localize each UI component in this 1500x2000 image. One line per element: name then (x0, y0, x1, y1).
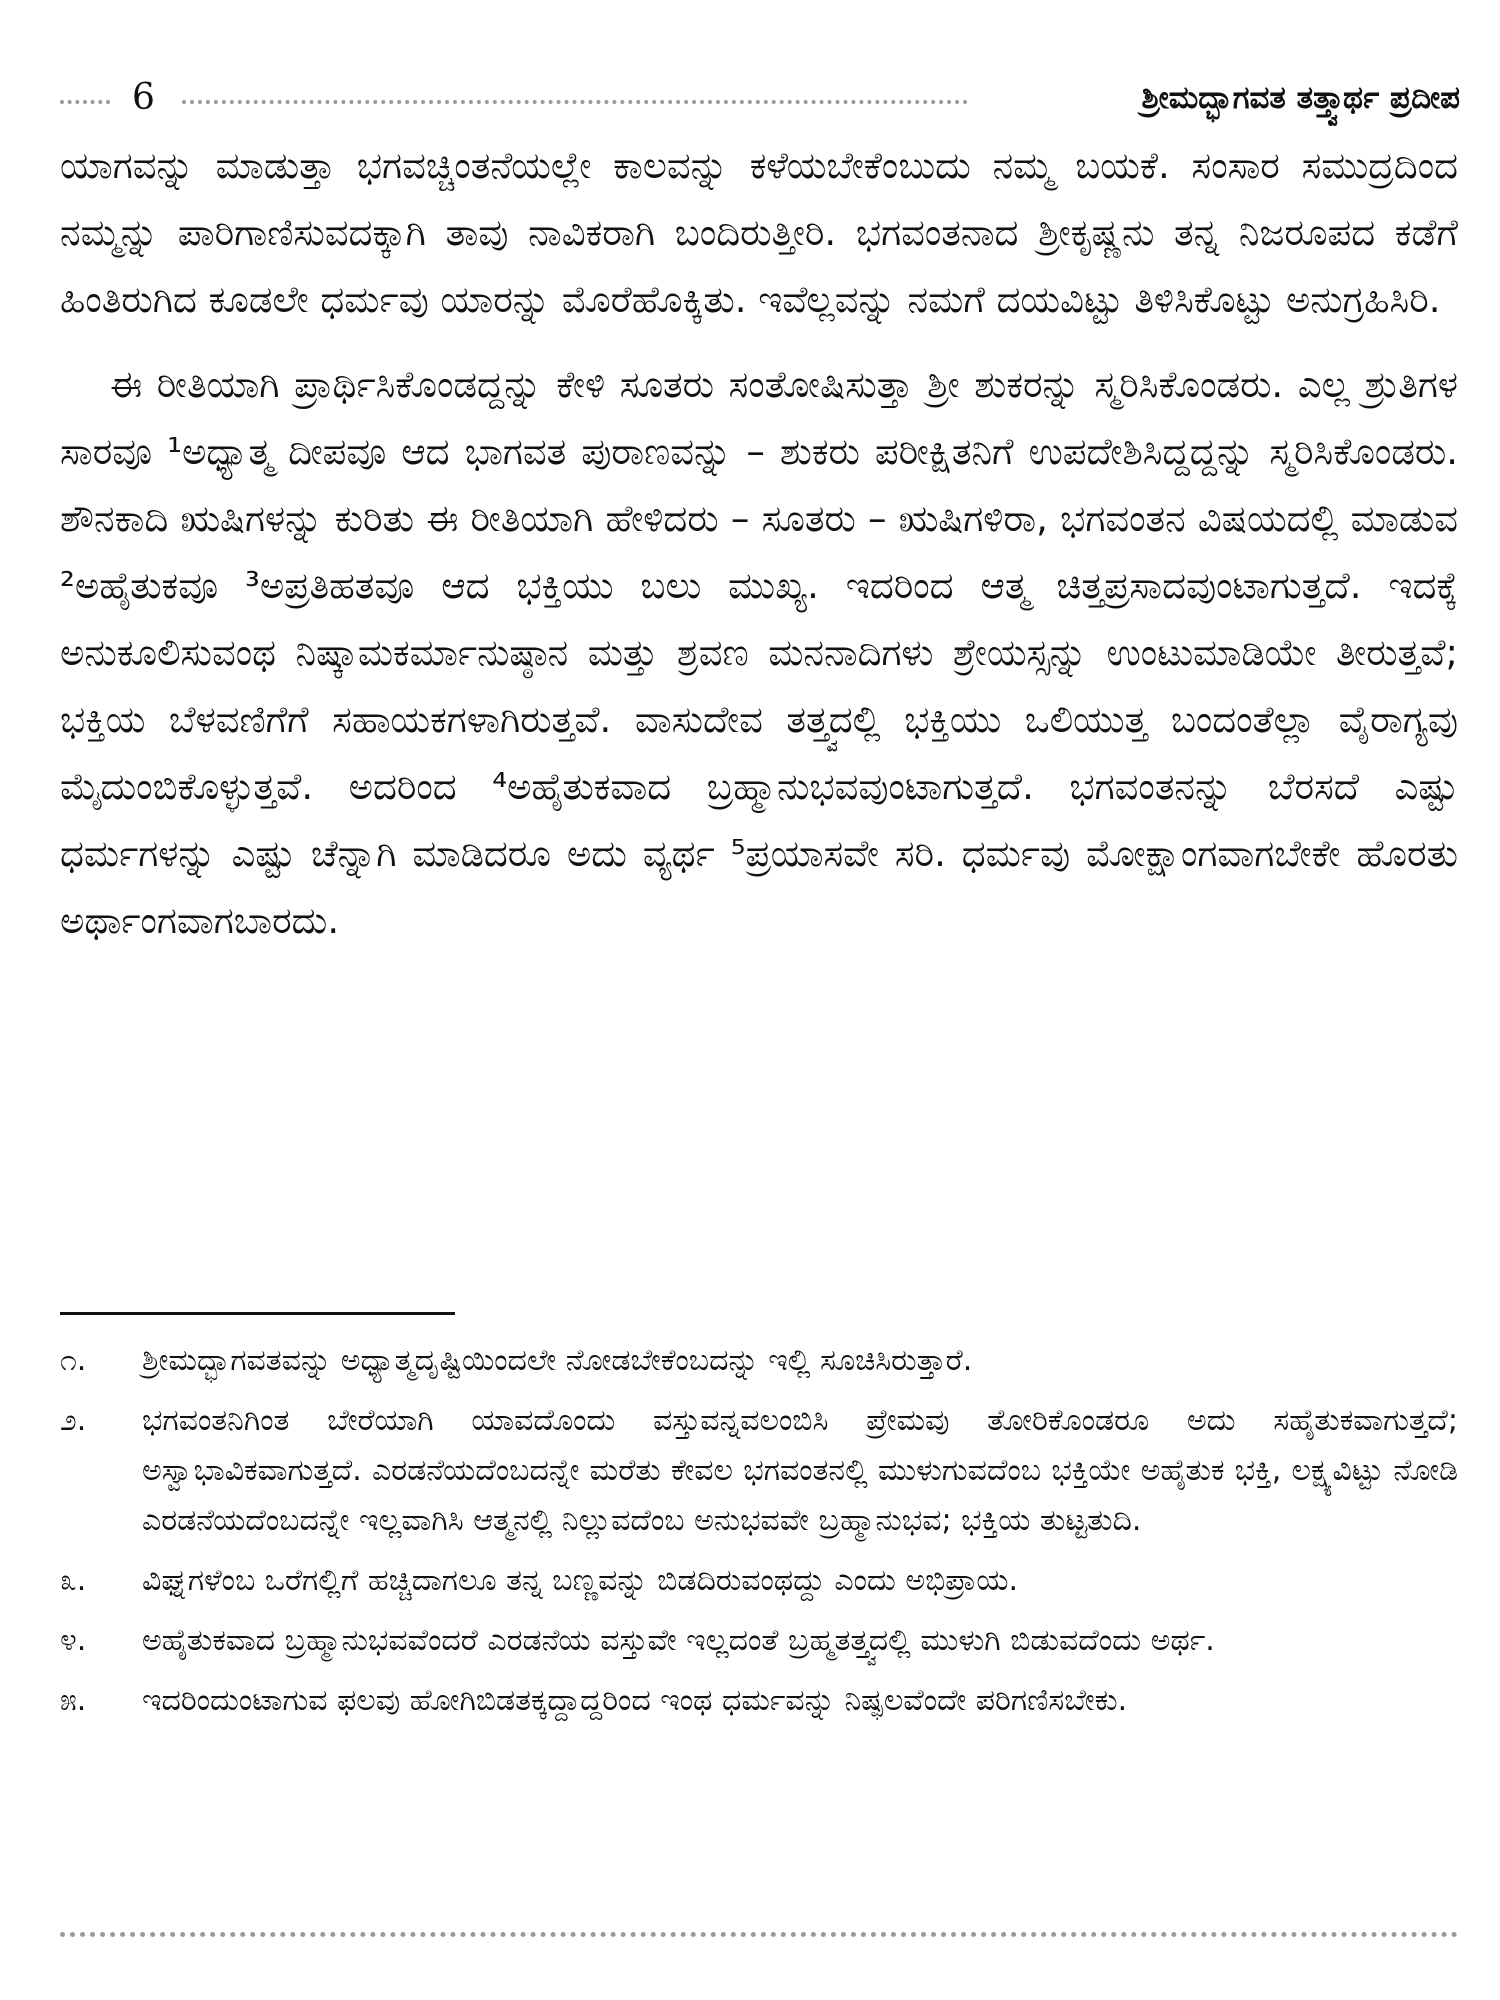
paragraph: ಈ ರೀತಿಯಾಗಿ ಪ್ರಾರ್ಥಿಸಿಕೊಂಡದ್ದನ್ನು ಕೇಳಿ ಸೂತರು ಸಂತೋಷಿಸುತ್ತಾ ಶ್ರೀ ಶುಕರನ್ನು ಸ್ಮರಿಸಿಕೊಂಡರು. ಎಲ್ಲ ಶ್ರುತಿಗಳ ಸಾರವೂ ¹ಅಧ್ಯಾತ್ಮ ದೀಪವೂ ಆದ ಭಾಗವತ ಪುರಾಣವನ್ನು – ಶುಕರು ಪರೀಕ್ಷಿತನಿಗೆ ಉಪದೇಶಿಸಿದ್ದದ್ದನ್ನು ಸ್ಮರಿಸಿಕೊಂಡರು. ಶೌನಕಾದಿ ಋಷಿಗಳನ್ನು ಕುರಿತು ಈ ರೀತಿಯಾಗಿ ಹೇಳಿದರು – ಸೂತರು – ಋಷಿಗಳಿರಾ, ಭಗವಂತನ ವಿಷಯದಲ್ಲಿ ಮಾಡುವ ²ಅಹೈತುಕವೂ ³ಅಪ್ರತಿಹತವೂ ಆದ ಭಕ್ತಿಯು ಬಲು ಮುಖ್ಯ. ಇದರಿಂದ ಆತ್ಮ ಚಿತ್ತಪ್ರಸಾದವುಂಟಾಗುತ್ತದೆ. ಇದಕ್ಕೆ ಅನುಕೂಲಿಸುವಂಥ ನಿಷ್ಕಾಮಕರ್ಮಾನುಷ್ಠಾನ ಮತ್ತು ಶ್ರವಣ ಮನನಾದಿಗಳು ಶ್ರೇಯಸ್ಸನ್ನು ಉಂಟುಮಾಡಿಯೇ ತೀರುತ್ತವೆ; ಭಕ್ತಿಯ ಬೆಳವಣಿಗೆಗೆ ಸಹಾಯಕಗಳಾಗಿರುತ್ತವೆ. ವಾಸುದೇವ ತತ್ತ್ವದಲ್ಲಿ ಭಕ್ತಿಯು ಒಲಿಯುತ್ತ ಬಂದಂತೆಲ್ಲಾ ವೈರಾಗ್ಯವು ಮೈದುಂಬಿಕೊಳ್ಳುತ್ತವೆ. ಅದರಿಂದ ⁴ಅಹೈತುಕವಾದ ಬ್ರಹ್ಮಾನುಭವವುಂಟಾಗುತ್ತದೆ. ಭಗವಂತನನ್ನು ಬೆರಸದೆ ಎಷ್ಟು ಧರ್ಮಗಳನ್ನು ಎಷ್ಟು ಚೆನ್ನಾಗಿ ಮಾಡಿದರೂ ಅದು ವ್ಯರ್ಥ ⁵ಪ್ರಯಾಸವೇ ಸರಿ. ಧರ್ಮವು ಮೋಕ್ಷಾಂಗವಾಗಬೇಕೇ ಹೊರತು ಅರ್ಥಾಂಗವಾಗಬಾರದು. (60, 363, 1458, 942)
footer-dotted-rule (60, 1932, 1458, 1937)
footnote-text: ಶ್ರೀಮದ್ಭಾಗವತವನ್ನು ಅಧ್ಯಾತ್ಮದೃಷ್ಟಿಯಿಂದಲೇ ನೋಡಬೇಕೆಂಬದನ್ನು ಇಲ್ಲಿ ಸೂಚಿಸಿರುತ್ತಾರೆ. (142, 1343, 973, 1378)
footnote-separator (60, 1312, 455, 1315)
footnote-text: ಭಗವಂತನಿಗಿಂತ ಬೇರೆಯಾಗಿ ಯಾವದೊಂದು ವಸ್ತುವನ್ನವಲಂಬಿಸಿ ಪ್ರೇಮವು ತೋರಿಕೊಂಡರೂ ಅದು ಸಹೈತುಕವಾಗುತ್ತದೆ; ಅಸ್ವಾಭಾವಿಕವಾಗುತ್ತದೆ. ಎರಡನೆಯದೆಂಬದನ್ನೇ ಮರೆತು ಕೇವಲ ಭಗವಂತನಲ್ಲಿ ಮುಳುಗುವದೆಂಬ ಭಕ್ತಿಯೇ ಅಹೈತುಕ ಭಕ್ತಿ, ಲಕ್ಷ್ಯವಿಟ್ಟು ನೋಡಿ ಎರಡನೆಯದೆಂಬದನ್ನೇ ಇಲ್ಲವಾಗಿಸಿ ಆತ್ಮನಲ್ಲಿ ನಿಲ್ಲುವದೆಂಬ ಅನುಭವವೇ ಬ್ರಹ್ಮಾನುಭವ; ಭಕ್ತಿಯ ತುಟ್ಟತುದಿ. (142, 1403, 1458, 1538)
header-dotted-rule-left (60, 100, 110, 104)
footnote-number: ೪. (60, 1623, 87, 1658)
footnote-item (60, 1396, 1458, 1546)
footnotes (60, 1336, 1458, 1736)
footnote-number: ೫. (60, 1683, 87, 1718)
footnote-item (60, 1616, 1458, 1666)
main-text (60, 132, 1458, 954)
page-number: 6 (132, 77, 155, 118)
footnote-item (60, 1676, 1458, 1726)
header-dotted-rule (182, 100, 968, 104)
footnote-item (60, 1556, 1458, 1606)
footnote-number: ೧. (60, 1343, 87, 1378)
running-title: ಶ್ರೀಮದ್ಭಾಗವತ ತತ್ತ್ವಾರ್ಥ ಪ್ರದೀಪ (1141, 80, 1460, 116)
footnote-text: ಇದರಿಂದುಂಟಾಗುವ ಫಲವು ಹೋಗಿಬಿಡತಕ್ಕದ್ದಾದ್ದರಿಂದ ಇಂಥ ಧರ್ಮವನ್ನು ನಿಷ್ಫಲವೆಂದೇ ಪರಿಗಣಿಸಬೇಕು. (142, 1683, 1128, 1718)
footnote-item (60, 1336, 1458, 1386)
paragraph: ಯಾಗವನ್ನು ಮಾಡುತ್ತಾ ಭಗವಚ್ಚಿಂತನೆಯಲ್ಲೇ ಕಾಲವನ್ನು ಕಳೆಯಬೇಕೆಂಬುದು ನಮ್ಮ ಬಯಕೆ. ಸಂಸಾರ ಸಮುದ್ರದಿಂದ ನಮ್ಮನ್ನು ಪಾರಿಗಾಣಿಸುವದಕ್ಕಾಗಿ ತಾವು ನಾವಿಕರಾಗಿ ಬಂದಿರುತ್ತೀರಿ. ಭಗವಂತನಾದ ಶ್ರೀಕೃಷ್ಣನು ತನ್ನ ನಿಜರೂಪದ ಕಡೆಗೆ ಹಿಂತಿರುಗಿದ ಕೂಡಲೇ ಧರ್ಮವು ಯಾರನ್ನು ಮೊರೆಹೊಕ್ಕಿತು. ಇವೆಲ್ಲವನ್ನು ನಮಗೆ ದಯವಿಟ್ಟು ತಿಳಿಸಿಕೊಟ್ಟು ಅನುಗ್ರಹಿಸಿರಿ. (60, 144, 1458, 321)
footnote-text: ಅಹೈತುಕವಾದ ಬ್ರಹ್ಮಾನುಭವವೆಂದರೆ ಎರಡನೆಯ ವಸ್ತುವೇ ಇಲ್ಲದಂತೆ ಬ್ರಹ್ಮತತ್ತ್ವದಲ್ಲಿ ಮುಳುಗಿ ಬಿಡುವದೆಂದು ಅರ್ಥ. (142, 1623, 1215, 1658)
footnote-number: ೨. (60, 1403, 87, 1438)
footnote-number: ೩. (60, 1563, 87, 1598)
page-header (60, 72, 1460, 124)
footnote-text: ವಿಘ್ನಗಳೆಂಬ ಒರೆಗಲ್ಲಿಗೆ ಹಚ್ಚಿದಾಗಲೂ ತನ್ನ ಬಣ್ಣವನ್ನು ಬಿಡದಿರುವಂಥದ್ದು ಎಂದು ಅಭಿಪ್ರಾಯ. (142, 1563, 1019, 1598)
